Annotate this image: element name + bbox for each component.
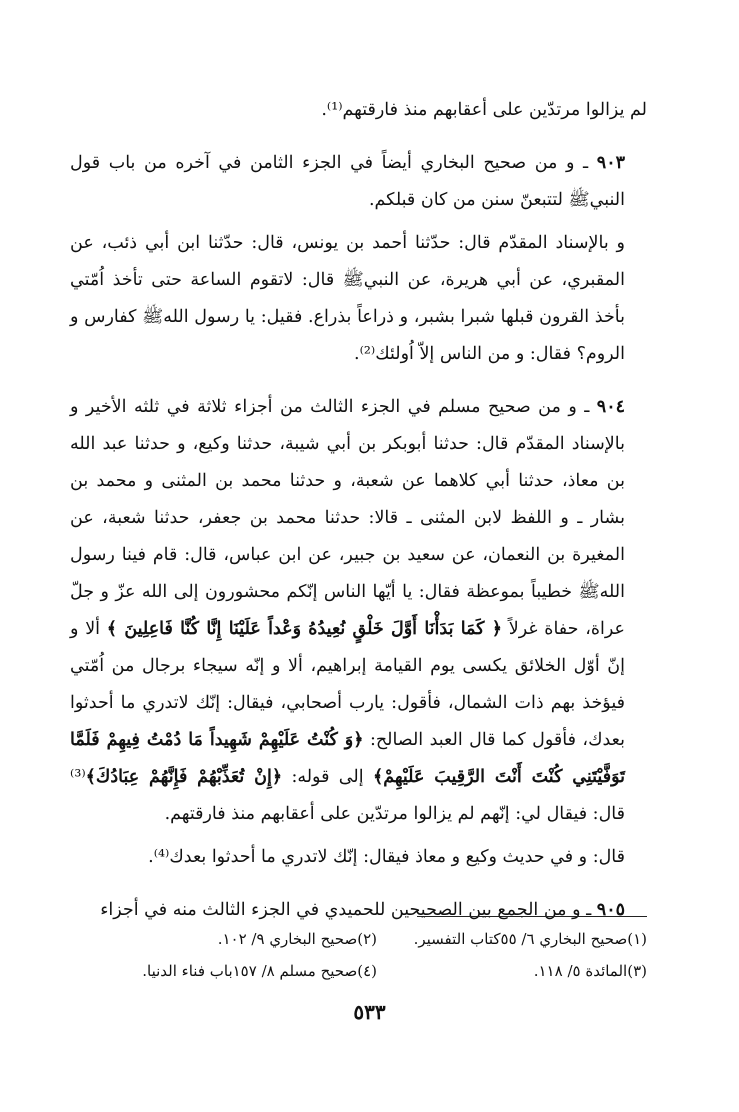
hadith-903 [70,145,647,219]
paragraph-text: و بالإسناد المقدّم قال: حدّثنا أحمد بن يونس، قال: حدّثنا ابن أبي ذئب، عن المقبري، عن أبي هريرة، عن النبيﷺ قال: لاتقوم الساعة حتى تأخذ اُمّتي بأخذ القرون قبلها شبرا بشبر، و ذراعاً بذراع. فقيل: يا رسول اللهﷺ كفارس و الروم؟ فقال: و من الناس إلاّ اُولئك⁽²⁾. [70,233,625,364]
quran-verse: ﴿ كَمَا بَدَأْنَا أَوَّلَ خَلْقٍ نُعِيدُهُ وَعْداً عَلَيْنَا إِنَّا كُنَّا فَاعِلِينَ ﴾ [106,619,503,639]
footnote-3: (٣)المائدة ٥/ ١١٨. [533,962,647,980]
paragraph-text: إلى قوله: [282,767,373,787]
hadith-903-text [70,225,647,373]
hadith-904 [70,389,647,833]
hadith-number: ٩٠٤ [596,397,625,417]
paragraph-continuation [70,92,647,129]
page-number: ٥٣٣ [353,1000,386,1024]
hadith-number: ٩٠٥ [596,900,625,920]
paragraph-text: لم يزالوا مرتدّين على أعقابهم منذ فارقتهم⁽¹⁾. [321,100,647,120]
paragraph-text: ألا و إنّ أوّل الخلائق يكسى يوم القيامة إبراهيم، ألا و إنّه سيجاء برجال من اُمّتي فيؤخذ بهم ذات الشمال، فأقول: يارب أصحابي، فيقال: إنّك لاتدري ما أحدثوا بعدك، فأقول كما قال العبد الصالح: [70,619,625,750]
paragraph-text: قال: و في حديث وكيع و معاذ فيقال: إنّك لاتدري ما أحدثوا بعدك⁽⁴⁾. [148,847,625,867]
paragraph-text: ⁽³⁾ قال: فيقال لي: إنّهم لم يزالوا مرتدّين على أعقابهم منذ فارقتهم. [70,767,625,824]
paragraph-text: ـ و من الجمع بين الصحيحين للحميدي في الجزء الثالث منه في أجزاء [100,900,597,920]
paragraph-text: ـ و من صحيح البخاري أيضاً في الجزء الثامن في آخره من باب قول النبيﷺ لتتبعنّ سنن من كان قبلكم. [70,153,625,210]
quran-verse: ﴿وَ كُنْتُ عَلَيْهِمْ شَهِيداً مَا دُمْتُ فِيهِمْ فَلَمَّا تَوَفَّيْتَنِي كُنْتَ أَنْتَ الرَّقِيبَ عَلَيْهِمْ﴾ [70,730,625,787]
hadith-number: ٩٠٣ [596,153,625,173]
footnote-divider [417,916,647,917]
hadith-904-note [70,839,647,876]
paragraph-text: ـ و من صحيح مسلم في الجزء الثالث من أجزاء ثلاثة في ثلثه الأخير و بالإسناد المقدّم قال: حدثنا أبوبكر بن أبي شيبة، حدثنا وكيع، و حدثنا عبد الله بن معاذ، حدثنا أبي كلاهما عن شعبة، و حدثنا محمد بن المثنى و محمد بن بشار ـ و اللفظ لابن المثنى ـ قالا: حدثنا محمد بن جعفر، حدثنا شعبة، عن المغيرة بن النعمان، عن سعيد بن جبير، عن ابن عباس، قال: قام فينا رسول اللهﷺ خطيباً بموعظة فقال: يا أيّها الناس إنّكم محشورون إلى الله عزّ و جلّ عراة، حفاة غرلاً [70,397,625,639]
footnote-4: (٤)صحيح مسلم ٨/ ١٥٧باب فناء الدنيا. [142,962,377,980]
quran-verse: ﴿إِنْ تُعَذِّبْهُمْ فَإِنَّهُمْ عِبَادُكَ﴾ [85,767,283,787]
footnotes [70,916,647,987]
footnote-1: (١)صحيح البخاري ٦/ ٥٥كتاب التفسير. [413,930,647,948]
footnote-2: (٢)صحيح البخاري ٩/ ١٠٢. [217,930,377,948]
